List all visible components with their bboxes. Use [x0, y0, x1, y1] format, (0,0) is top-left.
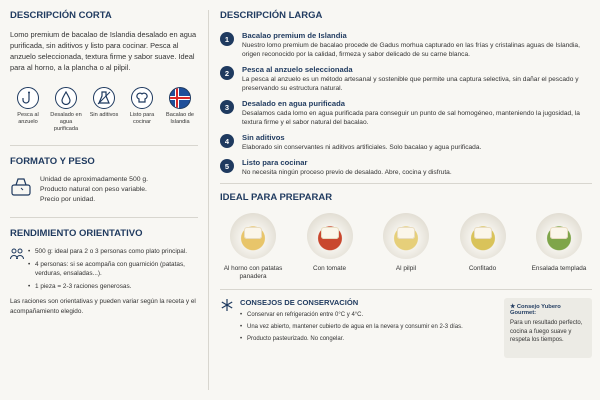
short-description-title: DESCRIPCIÓN CORTA — [10, 10, 112, 21]
dish-image — [536, 213, 582, 259]
ideal-title: IDEAL PARA PREPARAR — [220, 192, 333, 203]
left-column — [10, 10, 198, 316]
feature-label: Bacalao de Islandia — [166, 112, 194, 125]
feature-flask — [86, 87, 122, 133]
step-number: 5 — [220, 159, 234, 173]
hook-icon — [17, 87, 39, 109]
step-text: Nuestro lomo premium de bacalao procede de Gadus morhua capturado en las frías y cristalinas aguas de Islandia, origen reconocido por la calidad, firmeza y sabor delicado de su carne blanca. — [242, 42, 580, 58]
dish-label: Confitado — [468, 265, 497, 272]
conservation-block — [220, 298, 592, 360]
list-item: • 1 pieza = 2-3 raciones generosas. — [28, 282, 198, 292]
column-divider — [208, 10, 209, 390]
conservation-title: CONSEJOS DE CONSERVACIÓN — [240, 298, 359, 307]
step-number: 3 — [220, 100, 234, 114]
step-text: La pesca al anzuelo es un método artesanal y sostenible que permite una captura selectiva, sin dañar el pescado y preservando su estructura natural. — [242, 76, 579, 92]
divider — [220, 289, 592, 290]
dish-image — [307, 213, 353, 259]
format-line: Unidad de aproximadamente 500 g. — [40, 176, 149, 183]
yield-note: Las raciones son orientativas y pueden variar según la receta y el acompañamiento elegido. — [10, 298, 196, 315]
step-text: Desalamos cada lomo en agua purificada para conseguir un punto de sal homogéneo, manteniendo la jugosidad, la textura firme y el sabor natural del bacalao. — [242, 110, 580, 126]
conservation-list — [240, 311, 490, 344]
divider — [10, 145, 198, 146]
feature-iceland — [162, 87, 198, 133]
list-item: • 4 personas: si se acompaña con guarnición (patatas, verduras, ensaladas...). — [28, 260, 198, 279]
list-item: • Una vez abierto, mantener cubierto de agua en la nevera y consumir en 2-3 días. — [240, 323, 490, 332]
step-item — [220, 158, 592, 177]
format-line: Precio por unidad. — [40, 196, 96, 203]
step-item — [220, 133, 592, 152]
step-item — [220, 65, 592, 93]
snowflake-icon — [220, 298, 236, 317]
feature-hook — [10, 87, 46, 133]
water-drop-icon — [55, 87, 77, 109]
yield-list — [28, 247, 198, 291]
right-column — [220, 10, 592, 360]
gourmet-tip-box — [504, 298, 592, 358]
dish-item — [297, 213, 363, 281]
feature-label: Pesca al anzuelo — [17, 112, 39, 125]
fish-fillet — [397, 227, 415, 239]
fish-fillet — [321, 227, 339, 239]
yield-title: RENDIMIENTO ORIENTATIVO — [10, 228, 143, 239]
list-item: • 500 g: ideal para 2 o 3 personas como plato principal. — [28, 247, 198, 257]
list-item: • Conservar en refrigeración entre 0°C y 4°C. — [240, 311, 490, 320]
feature-label: Desalado en agua purificada — [50, 112, 82, 132]
feature-label: Sin aditivos — [89, 112, 119, 118]
divider — [10, 217, 198, 218]
iceland-flag-icon — [169, 87, 191, 109]
chef-hat-icon — [131, 87, 153, 109]
dish-image — [460, 213, 506, 259]
step-title: Bacalao premium de Islandia — [242, 31, 347, 40]
step-item — [220, 99, 592, 127]
feature-icons — [10, 87, 198, 133]
fish-fillet — [474, 227, 492, 239]
dish-item — [373, 213, 439, 281]
yield-block — [10, 247, 198, 316]
feature-label: Listo para cocinar — [129, 112, 155, 125]
step-number: 4 — [220, 134, 234, 148]
step-item — [220, 31, 592, 59]
gourmet-tip-title: Consejo Yubero Gourmet: — [510, 304, 561, 316]
long-description-title: DESCRIPCIÓN LARGA — [220, 10, 323, 21]
step-text: No necesita ningún proceso previo de desalado. Abre, cocina y disfruta. — [242, 169, 452, 176]
dishes-row — [220, 213, 592, 281]
step-title: Pesca al anzuelo seleccionada — [242, 65, 353, 74]
dish-label: Al pilpil — [395, 265, 417, 272]
dish-item — [526, 213, 592, 281]
divider — [220, 183, 592, 184]
flask-icon — [93, 87, 115, 109]
step-number: 2 — [220, 66, 234, 80]
dish-image — [383, 213, 429, 259]
people-icon — [10, 247, 24, 265]
step-text: Elaborado sin conservantes ni aditivos artificiales. Solo bacalao y agua purificada. — [242, 144, 482, 151]
format-block — [10, 175, 198, 205]
dish-label: Ensalada templada — [531, 265, 587, 272]
steps-list — [220, 31, 592, 177]
scale-icon — [10, 175, 32, 205]
fish-fillet — [550, 227, 568, 239]
format-line: Producto natural con peso variable. — [40, 186, 147, 193]
step-title: Listo para cocinar — [242, 158, 308, 167]
feature-water — [48, 87, 84, 133]
gourmet-tip-text: Para un resultado perfecto, cocina a fuego suave y respeta los tiempos. — [510, 320, 583, 343]
dish-label: Con tomate — [312, 265, 347, 272]
step-title: Desalado en agua purificada — [242, 99, 345, 108]
step-number: 1 — [220, 32, 234, 46]
short-description-text: Lomo premium de bacalao de Islandia desalado en agua purificada, sin aditivos y listo para cocinar. Pesca al anzuelo seleccionada, textura firme y sabor suave. Ideal para al horno, a la plancha o al pilpil. — [10, 30, 197, 72]
feature-chef — [124, 87, 160, 133]
fish-fillet — [244, 227, 262, 239]
list-item: • Producto pasteurizado. No congelar. — [240, 335, 490, 344]
dish-item — [220, 213, 286, 281]
dish-item — [450, 213, 516, 281]
format-title: FORMATO Y PESO — [10, 156, 95, 167]
star-icon: ★ — [510, 304, 517, 310]
dish-label: Al horno con patatas panadera — [223, 265, 283, 280]
step-title: Sin aditivos — [242, 133, 285, 142]
dish-image — [230, 213, 276, 259]
